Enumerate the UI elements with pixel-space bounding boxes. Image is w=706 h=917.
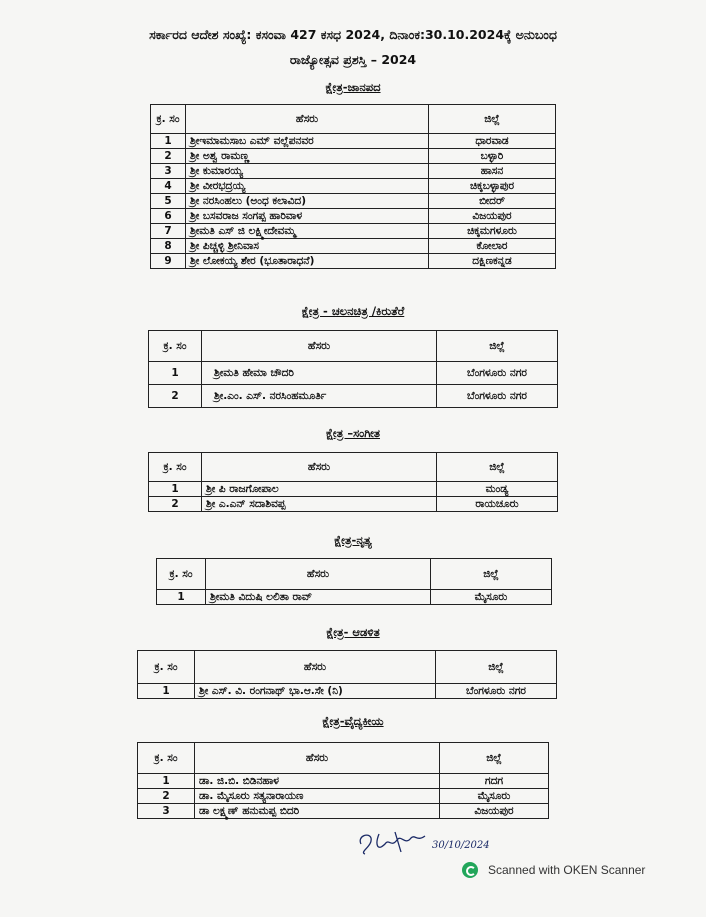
table-header-row — [149, 331, 558, 362]
row-sl: 2 — [149, 497, 202, 512]
col-header-sl: ಕ್ರ. ಸಂ — [149, 453, 202, 482]
section-title-administration: ಕ್ಷೇತ್ರ- ಆಡಳಿತ — [326, 625, 380, 639]
row-district: ಚಿಕ್ಕಮಗಳೂರು — [429, 224, 556, 239]
row-name: ಡಾ. ಮೈಸೂರು ಸತ್ಯನಾರಾಯಣ — [195, 789, 440, 804]
row-district: ಗದಗ — [440, 774, 549, 789]
section-title-film: ಕ್ಷೇತ್ರ - ಚಲನಚಿತ್ರ /ಕಿರುತೆರೆ — [301, 304, 405, 318]
col-header-district: ಜಿಲ್ಲೆ — [436, 651, 557, 684]
row-district: ಹಾಸನ — [429, 164, 556, 179]
table-row — [138, 684, 557, 699]
row-name: ಶ್ರೀಮತಿ ವಿದುಷಿ ಲಲಿತಾ ರಾವ್ — [206, 590, 431, 605]
row-district: ವಿಜಯಪುರ — [429, 209, 556, 224]
row-name: ಶ್ರೀಇಮಾಮಸಾಬ ಎಮ್ ವಲ್ಲೆಪನವರ — [186, 134, 429, 149]
table-row — [138, 789, 549, 804]
signature-date: 30/10/2024 — [432, 840, 490, 851]
row-sl: 5 — [151, 194, 186, 209]
table-header-row — [157, 559, 552, 590]
row-sl: 4 — [151, 179, 186, 194]
row-sl: 8 — [151, 239, 186, 254]
order-reference-heading: ಸರ್ಕಾರದ ಆದೇಶ ಸಂಖ್ಯೆ: ಕಸಂವಾ 427 ಕಸಧ 2024, ದಿನಾಂಕ:30.10.2024ಕ್ಕೆ ಅನುಬಂಧ — [149, 27, 557, 42]
table-row — [151, 254, 556, 269]
col-header-name: ಹೆಸರು — [202, 453, 437, 482]
row-sl: 9 — [151, 254, 186, 269]
row-sl: 6 — [151, 209, 186, 224]
row-name: ಶ್ರೀಮತಿ ಎಸ್ ಜಿ ಲಕ್ಷ್ಮೀದೇವಮ್ಮ — [186, 224, 429, 239]
scanner-watermark-text: Scanned with OKEN Scanner — [488, 863, 646, 877]
col-header-district: ಜಿಲ್ಲೆ — [437, 331, 558, 362]
row-name: ಶ್ರೀ ಎಸ್. ವಿ. ರಂಗನಾಥ್ ಭಾ.ಆ.ಸೇ (ನಿ) — [195, 684, 436, 699]
row-name: ಶ್ರೀ ಲೋಕಯ್ಯ ಶೇರ (ಭೂತಾರಾಧನೆ) — [186, 254, 429, 269]
row-district: ಮೈಸೂರು — [431, 590, 552, 605]
col-header-district: ಜಿಲ್ಲೆ — [437, 453, 558, 482]
row-sl: 3 — [151, 164, 186, 179]
scanner-watermark — [462, 862, 645, 878]
row-sl: 1 — [149, 362, 202, 385]
row-sl: 1 — [157, 590, 206, 605]
row-district: ಚಿಕ್ಕಬಳ್ಳಾಪುರ — [429, 179, 556, 194]
table-row — [151, 164, 556, 179]
row-name: ಶ್ರೀಮತಿ ಹೇಮಾ ಚೌದರಿ — [202, 362, 437, 385]
row-district: ಬೆಂಗಳೂರು ನಗರ — [437, 362, 558, 385]
row-sl: 2 — [149, 385, 202, 408]
row-sl: 1 — [138, 684, 195, 699]
row-name: ಶ್ರೀ ಅಶ್ವ ರಾಮಣ್ಣ — [186, 149, 429, 164]
row-sl: 1 — [151, 134, 186, 149]
col-header-name: ಹೆಸರು — [195, 743, 440, 774]
col-header-name: ಹೆಸರು — [206, 559, 431, 590]
table-header-row — [138, 651, 557, 684]
row-name: ಶ್ರೀ.ಎಂ. ಎಸ್. ನರಸಿಂಹಮೂರ್ತಿ — [202, 385, 437, 408]
row-district: ಧಾರವಾಡ — [429, 134, 556, 149]
row-name: ಶ್ರೀ ನರಸಿಂಹಲು (ಅಂಧ ಕಲಾವಿದ) — [186, 194, 429, 209]
row-name: ಶ್ರೀ ಕುಮಾರಯ್ಯ — [186, 164, 429, 179]
row-sl: 1 — [149, 482, 202, 497]
table-row — [138, 774, 549, 789]
row-name: ಶ್ರೀ ಬಸವರಾಜ ಸಂಗಪ್ಪ ಹಾರಿವಾಳ — [186, 209, 429, 224]
table-row — [151, 134, 556, 149]
row-district: ಬೀದರ್ — [429, 194, 556, 209]
table-header-row — [138, 743, 549, 774]
row-name: ಡಾ ಲಕ್ಷ್ಮಣ್ ಹನುಮಪ್ಪ ಬಿದರಿ — [195, 804, 440, 819]
table-row — [151, 179, 556, 194]
col-header-sl: ಕ್ರ. ಸಂ — [138, 743, 195, 774]
awardee-table-music — [148, 452, 558, 512]
table-row — [149, 482, 558, 497]
awardee-table-administration — [137, 650, 557, 699]
row-district: ರಾಯಚೂರು — [437, 497, 558, 512]
row-name: ಶ್ರೀ ಪಿಚ್ಚಳ್ಳಿ ಶ್ರೀನಿವಾಸ — [186, 239, 429, 254]
col-header-sl: ಕ್ರ. ಸಂ — [149, 331, 202, 362]
row-sl: 7 — [151, 224, 186, 239]
table-header-row — [151, 105, 556, 134]
row-name: ಶ್ರೀ ಪಿ ರಾಜಗೋಪಾಲ — [202, 482, 437, 497]
row-district: ವಿಜಯಪುರ — [440, 804, 549, 819]
table-row — [149, 497, 558, 512]
row-sl: 2 — [151, 149, 186, 164]
table-row — [157, 590, 552, 605]
table-row — [149, 362, 558, 385]
table-header-row — [149, 453, 558, 482]
awardee-table-folk — [150, 104, 556, 269]
row-sl: 1 — [138, 774, 195, 789]
col-header-sl: ಕ್ರ. ಸಂ — [151, 105, 186, 134]
row-district: ಬೆಂಗಳೂರು ನಗರ — [437, 385, 558, 408]
section-title-dance: ಕ್ಷೇತ್ರ-ನೃತ್ಯ — [334, 533, 372, 547]
col-header-district: ಜಿಲ್ಲೆ — [431, 559, 552, 590]
row-sl: 2 — [138, 789, 195, 804]
awardee-table-film — [148, 330, 558, 408]
section-title-medical: ಕ್ಷೇತ್ರ-ವೈದ್ಯಕೀಯ — [322, 714, 384, 728]
row-district: ಕೋಲಾರ — [429, 239, 556, 254]
table-row — [151, 239, 556, 254]
section-title-music: ಕ್ಷೇತ್ರ –ಸಂಗೀತ — [326, 426, 380, 440]
col-header-name: ಹೆಸರು — [186, 105, 429, 134]
table-row — [151, 224, 556, 239]
col-header-sl: ಕ್ರ. ಸಂ — [157, 559, 206, 590]
col-header-district: ಜಿಲ್ಲೆ — [440, 743, 549, 774]
row-name: ಶ್ರೀ ಎ.ಎನ್ ಸದಾಶಿವಪ್ಪ — [202, 497, 437, 512]
row-district: ಬಳ್ಳಾರಿ — [429, 149, 556, 164]
col-header-name: ಹೆಸರು — [195, 651, 436, 684]
section-title-folk: ಕ್ಷೇತ್ರ-ಜಾನಪದ — [325, 80, 381, 94]
table-row — [149, 385, 558, 408]
col-header-name: ಹೆಸರು — [202, 331, 437, 362]
row-name: ಶ್ರೀ ವೀರಭದ್ರಯ್ಯ — [186, 179, 429, 194]
col-header-sl: ಕ್ರ. ಸಂ — [138, 651, 195, 684]
oken-scanner-icon — [462, 862, 478, 878]
row-district: ಬೆಂಗಳೂರು ನಗರ — [436, 684, 557, 699]
awardee-table-medical — [137, 742, 549, 819]
row-name: ಡಾ. ಜಿ.ಬಿ. ಬಿಡಿನಹಾಳ — [195, 774, 440, 789]
award-title: ರಾಜ್ಯೋತ್ಸವ ಪ್ರಶಸ್ತಿ – 2024 — [289, 52, 417, 67]
awardee-table-dance — [156, 558, 552, 605]
row-sl: 3 — [138, 804, 195, 819]
col-header-district: ಜಿಲ್ಲೆ — [429, 105, 556, 134]
table-row — [138, 804, 549, 819]
table-row — [151, 194, 556, 209]
row-district: ಮಂಡ್ಯ — [437, 482, 558, 497]
table-row — [151, 149, 556, 164]
row-district: ದಕ್ಷಿಣಕನ್ನಡ — [429, 254, 556, 269]
row-district: ಮೈಸೂರು — [440, 789, 549, 804]
table-row — [151, 209, 556, 224]
